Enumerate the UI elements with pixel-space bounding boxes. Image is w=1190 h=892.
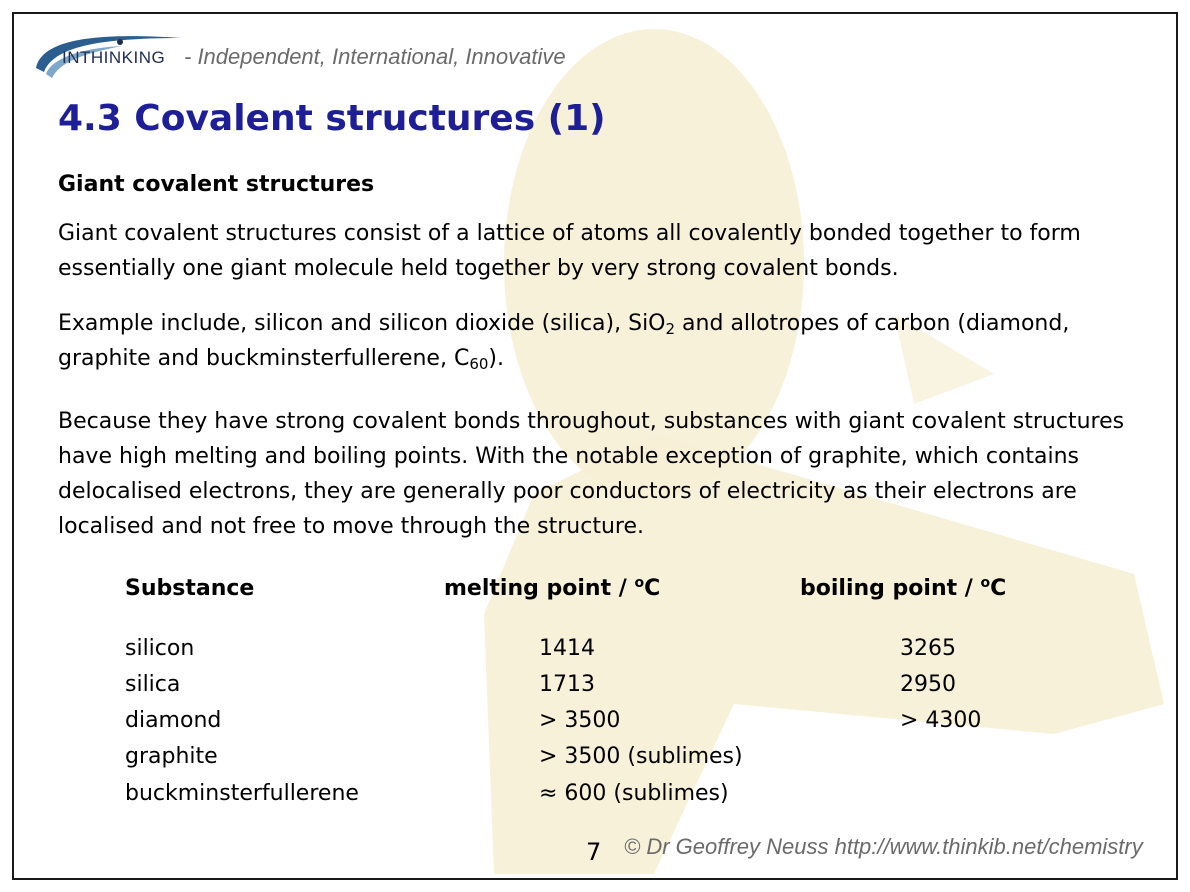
mp-degree-sup: o [634, 575, 645, 591]
table-cell-mp: 1713 [539, 672, 595, 697]
paragraph-examples [58, 306, 1138, 376]
table-header-boiling-point [800, 576, 1006, 601]
bp-degree-sup: o [980, 575, 991, 591]
paragraph-examples-part1: Example include, silicon and silicon dioxide (silica), SiO [58, 311, 666, 336]
table-cell-bp: 3265 [900, 636, 956, 661]
table-header-melting-point [444, 576, 660, 601]
table-cell-bp: 2950 [900, 672, 956, 697]
tagline: - Independent, International, Innovative [184, 44, 566, 69]
table-cell-mp: ≈ 600 (sublimes) [539, 781, 729, 806]
paragraph-examples-part3: ). [488, 346, 504, 371]
logo-text: INTHINKING [62, 48, 166, 67]
mp-unit: C [644, 576, 661, 601]
paragraph-properties: Because they have strong covalent bonds throughout, substances with giant covalent structures have high melting and boiling points. With the notable exception of graphite, which contains delocalised electrons, they are generally poor conductors of electricity as their electrons are localised and not free to move through the structure. [58, 409, 1125, 539]
mp-header-label: melting point / [444, 576, 635, 601]
paragraph-intro: Giant covalent structures consist of a lattice of atoms all covalently bonded together to form essentially one giant molecule held together by very strong covalent bonds. [58, 221, 1081, 281]
table-cell-mp: 1414 [539, 636, 595, 661]
table-cell-mp: > 3500 (sublimes) [539, 744, 743, 769]
section-subtitle: Giant covalent structures [58, 172, 375, 197]
slide [12, 12, 1178, 880]
bp-unit: C [990, 576, 1007, 601]
table-cell-substance: silicon [125, 636, 195, 661]
page-number: 7 [586, 838, 602, 866]
table-cell-substance: graphite [125, 744, 218, 769]
table-cell-bp: > 4300 [900, 708, 982, 733]
copyright-notice: © Dr Geoffrey Neuss http://www.thinkib.net/chemistry [624, 834, 1143, 859]
bp-header-label: boiling point / [800, 576, 981, 601]
paragraph-examples-part2: and allotropes of carbon (diamond, graphite and buckminsterfullerene, C [58, 311, 1070, 371]
subscript-2: 2 [665, 320, 676, 338]
table-header-substance: Substance [125, 576, 255, 601]
table-cell-substance: buckminsterfullerene [125, 781, 359, 806]
table-cell-mp: > 3500 [539, 708, 621, 733]
slide-title: 4.3 Covalent structures (1) [58, 98, 606, 139]
table-cell-substance: silica [125, 672, 181, 697]
subscript-60: 60 [469, 355, 489, 373]
table-cell-substance: diamond [125, 708, 222, 733]
